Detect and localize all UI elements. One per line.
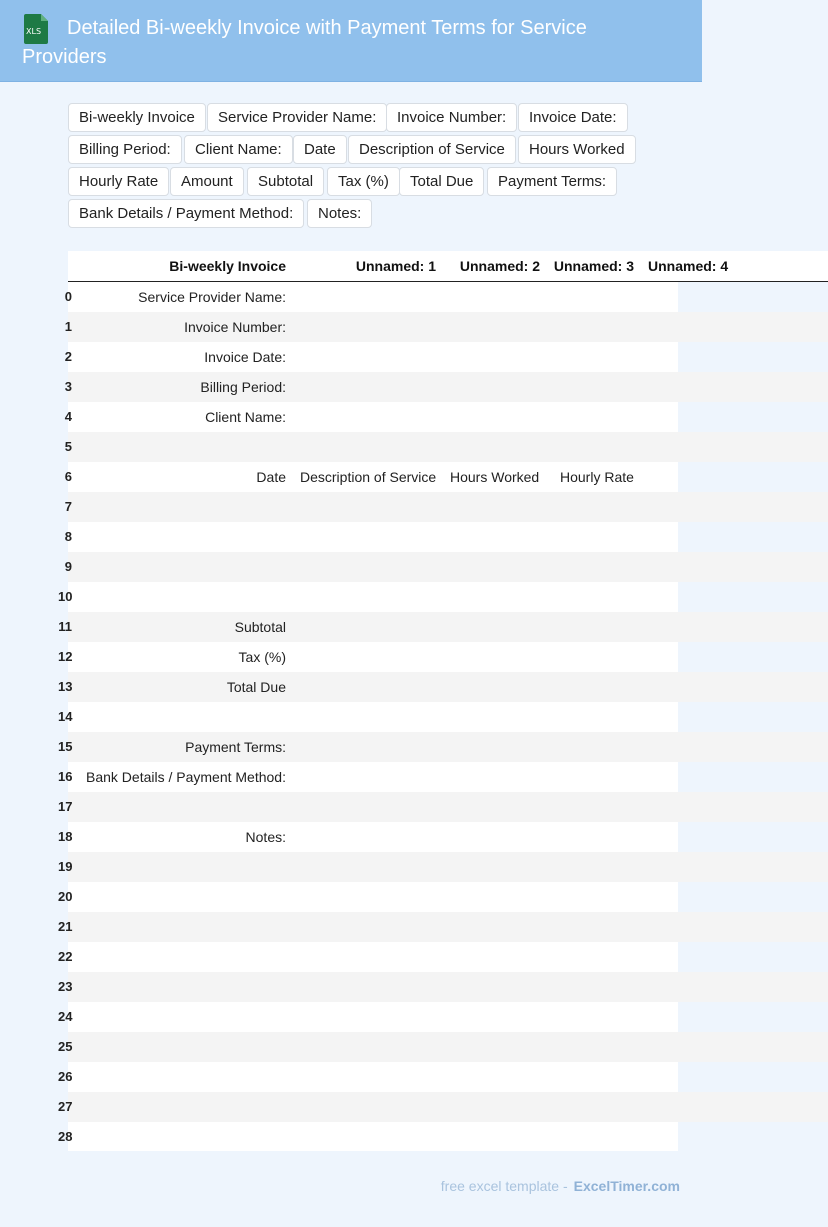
table-cell[interactable] — [450, 642, 558, 672]
excel-icon-label: XLS — [26, 27, 42, 36]
table-cell[interactable] — [450, 522, 558, 552]
table-cell[interactable] — [300, 1092, 450, 1122]
table-row — [64, 342, 828, 372]
table-row — [64, 552, 828, 582]
table-cell[interactable]: Invoice Number: — [184, 319, 286, 335]
table-cell[interactable] — [450, 432, 558, 462]
row-index: 12 — [58, 649, 73, 664]
column-tag[interactable]: Service Provider Name: — [207, 103, 387, 132]
table-cell[interactable]: Payment Terms: — [185, 739, 286, 755]
table-cell[interactable] — [560, 372, 660, 402]
row-index: 2 — [64, 349, 72, 364]
table-cell[interactable] — [450, 1092, 558, 1122]
table-cell[interactable] — [300, 492, 450, 522]
table-cell[interactable] — [68, 912, 286, 942]
table-row — [58, 702, 828, 732]
row-index: 8 — [64, 529, 72, 544]
table-cell[interactable] — [300, 582, 450, 612]
row-index: 15 — [58, 739, 73, 754]
table-row — [58, 1122, 828, 1152]
table-cell[interactable] — [68, 1002, 286, 1032]
column-tag[interactable]: Amount — [170, 167, 244, 196]
table-cell[interactable] — [300, 1122, 450, 1152]
table-cell[interactable] — [450, 942, 558, 972]
table-cell[interactable] — [560, 942, 660, 972]
table-row — [58, 642, 828, 672]
table-row — [58, 1032, 828, 1062]
column-tag[interactable]: Client Name: — [184, 135, 293, 164]
table-row — [58, 942, 828, 972]
table-cell[interactable] — [300, 942, 450, 972]
table-cell[interactable] — [300, 522, 450, 552]
table-row — [58, 1092, 828, 1122]
table-row — [58, 672, 828, 702]
table-cell[interactable] — [68, 582, 286, 612]
column-tag[interactable]: Invoice Number: — [386, 103, 517, 132]
table-cell[interactable] — [560, 852, 660, 882]
row-index: 1 — [64, 319, 72, 334]
table-cell[interactable] — [450, 1122, 558, 1152]
table-cell[interactable]: Billing Period: — [200, 379, 286, 395]
table-cell[interactable] — [300, 762, 450, 792]
table-cell[interactable] — [450, 372, 558, 402]
table-row — [58, 1002, 828, 1032]
column-header: Bi-weekly Invoice — [169, 258, 286, 274]
row-index: 26 — [58, 1069, 73, 1084]
table-row — [64, 492, 828, 522]
column-tag[interactable]: Date — [293, 135, 347, 164]
table-cell[interactable]: Total Due — [226, 679, 286, 695]
table-cell[interactable] — [300, 732, 450, 762]
table-cell[interactable] — [450, 612, 558, 642]
table-row — [58, 612, 828, 642]
table-row — [64, 312, 828, 342]
table-cell[interactable] — [560, 522, 660, 552]
table-cell[interactable]: Date — [256, 469, 286, 485]
column-tag[interactable]: Hours Worked — [518, 135, 636, 164]
table-cell[interactable] — [450, 552, 558, 582]
table-header-row — [68, 251, 828, 282]
page-title: Detailed Bi-weekly Invoice with Payment Terms for Service Providers — [22, 17, 587, 68]
row-index: 4 — [64, 409, 72, 424]
table-cell[interactable] — [68, 492, 286, 522]
row-index: 5 — [64, 439, 72, 454]
page-header — [0, 0, 702, 82]
row-index: 3 — [64, 379, 72, 394]
table-row — [58, 1062, 828, 1092]
table-cell[interactable] — [450, 972, 558, 1002]
table-cell[interactable] — [560, 972, 660, 1002]
table-row — [58, 792, 828, 822]
table-cell[interactable]: Invoice Date: — [204, 349, 286, 365]
table-cell[interactable] — [300, 642, 450, 672]
table-row — [58, 732, 828, 762]
table-cell[interactable] — [300, 402, 450, 432]
column-header: Unnamed: 2 — [459, 258, 540, 274]
row-index: 23 — [58, 979, 73, 994]
row-index: 10 — [58, 589, 73, 604]
table-cell[interactable] — [560, 582, 660, 612]
row-index: 19 — [58, 859, 73, 874]
column-header: Unnamed: 4 — [648, 258, 729, 274]
table-cell[interactable] — [560, 612, 660, 642]
table-cell[interactable] — [68, 432, 286, 462]
table-cell[interactable]: Client Name: — [205, 409, 286, 425]
table-cell[interactable] — [450, 1002, 558, 1032]
footer-brand-link[interactable]: ExcelTimer.com — [573, 1178, 680, 1194]
table-cell[interactable]: Description of Service — [300, 469, 437, 485]
row-index: 7 — [64, 499, 72, 514]
table-cell[interactable] — [560, 762, 660, 792]
table-cell[interactable] — [560, 1122, 660, 1152]
row-index: 27 — [58, 1099, 73, 1114]
table-cell[interactable] — [560, 912, 660, 942]
table-cell[interactable] — [450, 312, 558, 342]
row-index: 17 — [58, 799, 73, 814]
table-cell[interactable]: Subtotal — [234, 619, 286, 635]
table-cell[interactable] — [560, 1032, 660, 1062]
row-index: 13 — [58, 679, 73, 694]
table-cell[interactable] — [68, 942, 286, 972]
table-cell[interactable] — [300, 282, 450, 312]
column-tag[interactable]: Total Due — [399, 167, 484, 196]
table-row — [64, 432, 828, 462]
table-row — [58, 882, 828, 912]
table-cell[interactable] — [300, 1002, 450, 1032]
table-cell[interactable] — [300, 342, 450, 372]
table-cell[interactable] — [68, 792, 286, 822]
column-tag[interactable]: Hourly Rate — [68, 167, 169, 196]
table-cell[interactable] — [560, 792, 660, 822]
table-cell[interactable] — [300, 672, 450, 702]
table-cell[interactable] — [560, 642, 660, 672]
table-cell[interactable] — [450, 732, 558, 762]
table-cell[interactable] — [300, 372, 450, 402]
table-cell[interactable] — [68, 522, 286, 552]
column-tag[interactable]: Notes: — [307, 199, 372, 228]
table-row — [58, 912, 828, 942]
table-cell[interactable] — [450, 852, 558, 882]
table-cell[interactable] — [560, 432, 660, 462]
row-index: 21 — [58, 919, 73, 934]
table-cell[interactable] — [450, 1062, 558, 1092]
table-cell[interactable]: Hours Worked — [450, 469, 540, 485]
table-cell[interactable] — [450, 762, 558, 792]
row-index: 25 — [58, 1039, 73, 1054]
table-cell[interactable] — [300, 792, 450, 822]
row-index: 11 — [58, 619, 72, 634]
row-index: 28 — [58, 1129, 73, 1144]
table-cell[interactable] — [450, 822, 558, 852]
table-row — [64, 462, 828, 492]
column-tag[interactable]: Tax (%) — [327, 167, 400, 196]
table-cell[interactable] — [450, 582, 558, 612]
table-row — [64, 282, 828, 312]
table-cell[interactable]: Hourly Rate — [560, 469, 634, 485]
table-cell[interactable] — [450, 882, 558, 912]
table-cell[interactable] — [300, 552, 450, 582]
row-index: 0 — [64, 289, 72, 304]
table-cell[interactable] — [560, 552, 660, 582]
table-cell[interactable] — [450, 402, 558, 432]
table-cell[interactable] — [68, 1032, 286, 1062]
row-index: 20 — [58, 889, 73, 904]
table-cell[interactable] — [300, 1062, 450, 1092]
table-cell[interactable] — [450, 492, 558, 522]
table-cell[interactable] — [300, 882, 450, 912]
table-cell[interactable] — [560, 1092, 660, 1122]
row-index: 16 — [58, 769, 73, 784]
column-header: Unnamed: 1 — [355, 258, 436, 274]
table-cell[interactable] — [68, 972, 286, 1002]
row-index: 22 — [58, 949, 73, 964]
footer-prefix: free excel template - — [440, 1178, 568, 1194]
table-cell[interactable] — [450, 1032, 558, 1062]
table-cell[interactable] — [68, 702, 286, 732]
table-cell[interactable]: Service Provider Name: — [138, 289, 286, 305]
table-cell[interactable] — [560, 702, 660, 732]
column-tag[interactable]: Bi-weekly Invoice — [68, 103, 206, 132]
row-index: 18 — [58, 829, 73, 844]
table-row — [58, 822, 828, 852]
table-cell[interactable] — [450, 912, 558, 942]
table-cell[interactable] — [560, 312, 660, 342]
table-cell[interactable] — [300, 912, 450, 942]
row-index: 24 — [58, 1009, 73, 1024]
table-cell[interactable] — [560, 1062, 660, 1092]
table-cell[interactable] — [300, 432, 450, 462]
table-row — [58, 972, 828, 1002]
table-cell[interactable] — [560, 732, 660, 762]
table-cell[interactable] — [68, 852, 286, 882]
table-cell[interactable] — [450, 792, 558, 822]
column-tag[interactable]: Invoice Date: — [518, 103, 628, 132]
table-cell[interactable] — [560, 882, 660, 912]
column-tag[interactable]: Subtotal — [247, 167, 324, 196]
row-index: 9 — [64, 559, 72, 574]
table-cell[interactable] — [450, 342, 558, 372]
table-row — [64, 372, 828, 402]
table-cell[interactable] — [560, 672, 660, 702]
table-cell[interactable] — [68, 552, 286, 582]
table-cell[interactable]: Bank Details / Payment Method: — [86, 769, 286, 785]
table-cell[interactable] — [68, 1092, 286, 1122]
table-cell[interactable] — [300, 852, 450, 882]
table-cell[interactable] — [300, 702, 450, 732]
table-cell[interactable] — [560, 342, 660, 372]
table-cell[interactable] — [300, 612, 450, 642]
table-cell[interactable] — [560, 1002, 660, 1032]
column-header: Unnamed: 3 — [553, 258, 634, 274]
table-row — [58, 762, 828, 792]
table-row — [64, 402, 828, 432]
table-cell[interactable] — [450, 672, 558, 702]
spreadsheet-preview[interactable] — [58, 251, 729, 1151]
column-tag[interactable]: Bank Details / Payment Method: — [68, 199, 304, 228]
table-cell[interactable] — [300, 972, 450, 1002]
footer-credit — [441, 1178, 680, 1194]
table-cell[interactable] — [560, 402, 660, 432]
row-index: 14 — [58, 709, 73, 724]
table-cell[interactable] — [560, 822, 660, 852]
table-cell[interactable] — [68, 1062, 286, 1092]
table-cell[interactable] — [68, 882, 286, 912]
table-row — [58, 852, 828, 882]
table-cell[interactable] — [300, 822, 450, 852]
table-cell[interactable] — [450, 702, 558, 732]
table-cell[interactable] — [300, 312, 450, 342]
table-cell[interactable] — [300, 1032, 450, 1062]
column-tag[interactable]: Payment Terms: — [487, 167, 617, 196]
column-tag[interactable]: Description of Service — [348, 135, 516, 164]
table-cell[interactable] — [560, 492, 660, 522]
row-index: 6 — [64, 469, 72, 484]
table-cell[interactable] — [560, 282, 660, 312]
table-cell[interactable] — [450, 282, 558, 312]
table-cell[interactable]: Tax (%) — [238, 649, 286, 665]
table-cell[interactable] — [68, 1122, 286, 1152]
column-tag[interactable]: Billing Period: — [68, 135, 182, 164]
table-row — [58, 582, 828, 612]
table-cell[interactable]: Notes: — [245, 829, 286, 845]
table-row — [64, 522, 828, 552]
